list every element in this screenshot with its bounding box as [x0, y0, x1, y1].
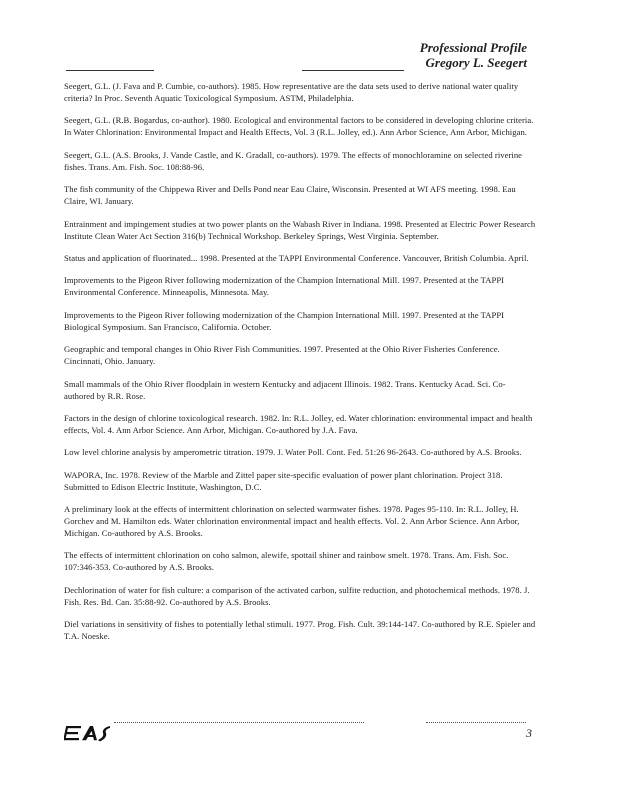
footer-rule-right [426, 722, 526, 723]
publication-entry: Seegert, G.L. (R.B. Bogardus, co-author). 1980. Ecological and environmental factors to be considered in developing chlorine criteria. In Water Chlorination: Environmental Impact and Health Effects, Vol. 3 (R.L. Jolley, ed.). Ann Arbor Science, Ann Arbor, Michigan. [64, 115, 534, 138]
publication-entry: Improvements to the Pigeon River following modernization of the Champion International Mill. 1997. Presented at the TAPPI Environmental Conference. Minneapolis, Minnesota. May. [64, 275, 505, 298]
footer-rule-left [114, 722, 364, 723]
header-rule-middle [302, 70, 404, 71]
publication-entry: Small mammals of the Ohio River floodplain in western Kentucky and adjacent Illinois. 1982. Trans. Kentucky Acad. Sci. Co-authored by R.R. Rose. [64, 378, 506, 401]
header-rule-left [66, 70, 154, 71]
publication-list [64, 80, 536, 653]
publication-entry: Geographic and temporal changes in Ohio River Fish Communities. 1997. Presented at the Ohio River Fisheries Conference. Cincinnati, Ohio. January. [64, 344, 500, 367]
publication-entry: Entrainment and impingement studies at two power plants on the Wabash River in Indiana. 1998. Presented at Electric Power Research Institute Clean Water Act Section 316(b) Technical Workshop. Berkeley Springs, West Virginia. September. [64, 218, 536, 241]
header-name: Gregory L. Seegert [425, 55, 527, 70]
publication-entry: The fish community of the Chippewa River and Dells Pond near Eau Claire, Wisconsin. Presented at WI AFS meeting. 1998. Eau Claire, WI. January. [64, 184, 516, 207]
publication-entry: Diel variations in sensitivity of fishes to potentially lethal stimuli. 1977. Prog. Fish. Cult. 39:144-147. Co-authored by R.E. Spieler and T.A. Noeske. [64, 619, 536, 642]
publication-entry: Improvements to the Pigeon River following modernization of the Champion International Mill. 1997. Presented at the TAPPI Biological Symposium. San Francisco, California. October. [64, 309, 505, 332]
publication-entry: A preliminary look at the effects of intermittent chlorination on selected warmwater fishes. 1978. Pages 95-110. In: R.L. Jolley, H. Gorchev and M. Hamilton eds. Water chlorination environmental impact and health effects. Vol. 2. Ann Arbor Science. Ann Arbor, Michigan. Co-authored by A.S. Brooks. [64, 504, 520, 539]
publication-entry: Low level chlorine analysis by amperometric titration. 1979. J. Water Poll. Cont. Fed. 51:26 96-2643. Co-authored by A.S. Brooks. [64, 447, 522, 458]
page-number: 3 [526, 726, 532, 740]
publication-entry: Seegert, G.L. (J. Fava and P. Cumbie, co-authors). 1985. How representative are the data sets used to derive national water quality criteria? In Proc. Seventh Aquatic Toxicological Symposium. ASTM, Philadelphia. [64, 81, 519, 103]
page-header [420, 40, 527, 70]
publication-entry: Seegert, G.L. (A.S. Brooks, J. Vande Castle, and K. Gradall, co-authors). 1979. The effects of monochloramine on selected riverine fishes. Trans. Am. Fish. Soc. 108:88-96. [64, 149, 523, 172]
publication-entry: Factors in the design of chlorine toxicological research. 1982. In: R.L. Jolley, ed. Water chlorination: environmental impact and health effects, Vol. 4. Ann Arbor Science. Ann Arbor, Michigan. Co-authored by J.A. Fava. [64, 412, 533, 435]
publication-entry: WAPORA, Inc. 1978. Review of the Marble and Zittel paper site-specific evaluation of power plant chlorination. Project 318. Submitted to Edison Electric Institute, Washington, D.C. [64, 469, 503, 492]
header-title: Professional Profile [419, 40, 527, 55]
publication-entry: Dechlorination of water for fish culture: a comparison of the activated carbon, sulfite reduction, and photochemical methods. 1978. J. Fish. Res. Bd. Can. 35:88-92. Co-authored by A.S. Brooks. [64, 584, 530, 607]
publication-entry: Status and application of fluorinated... 1998. Presented at the TAPPI Environmental Conference. Vancouver, British Columbia. April. [64, 252, 529, 263]
ea-logo [64, 722, 120, 744]
publication-entry: The effects of intermittent chlorination on coho salmon, alewife, spottail shiner and rainbow smelt. 1978. Trans. Am. Fish. Soc. 107:346-353. Co-authored by A.S. Brooks. [64, 550, 509, 573]
